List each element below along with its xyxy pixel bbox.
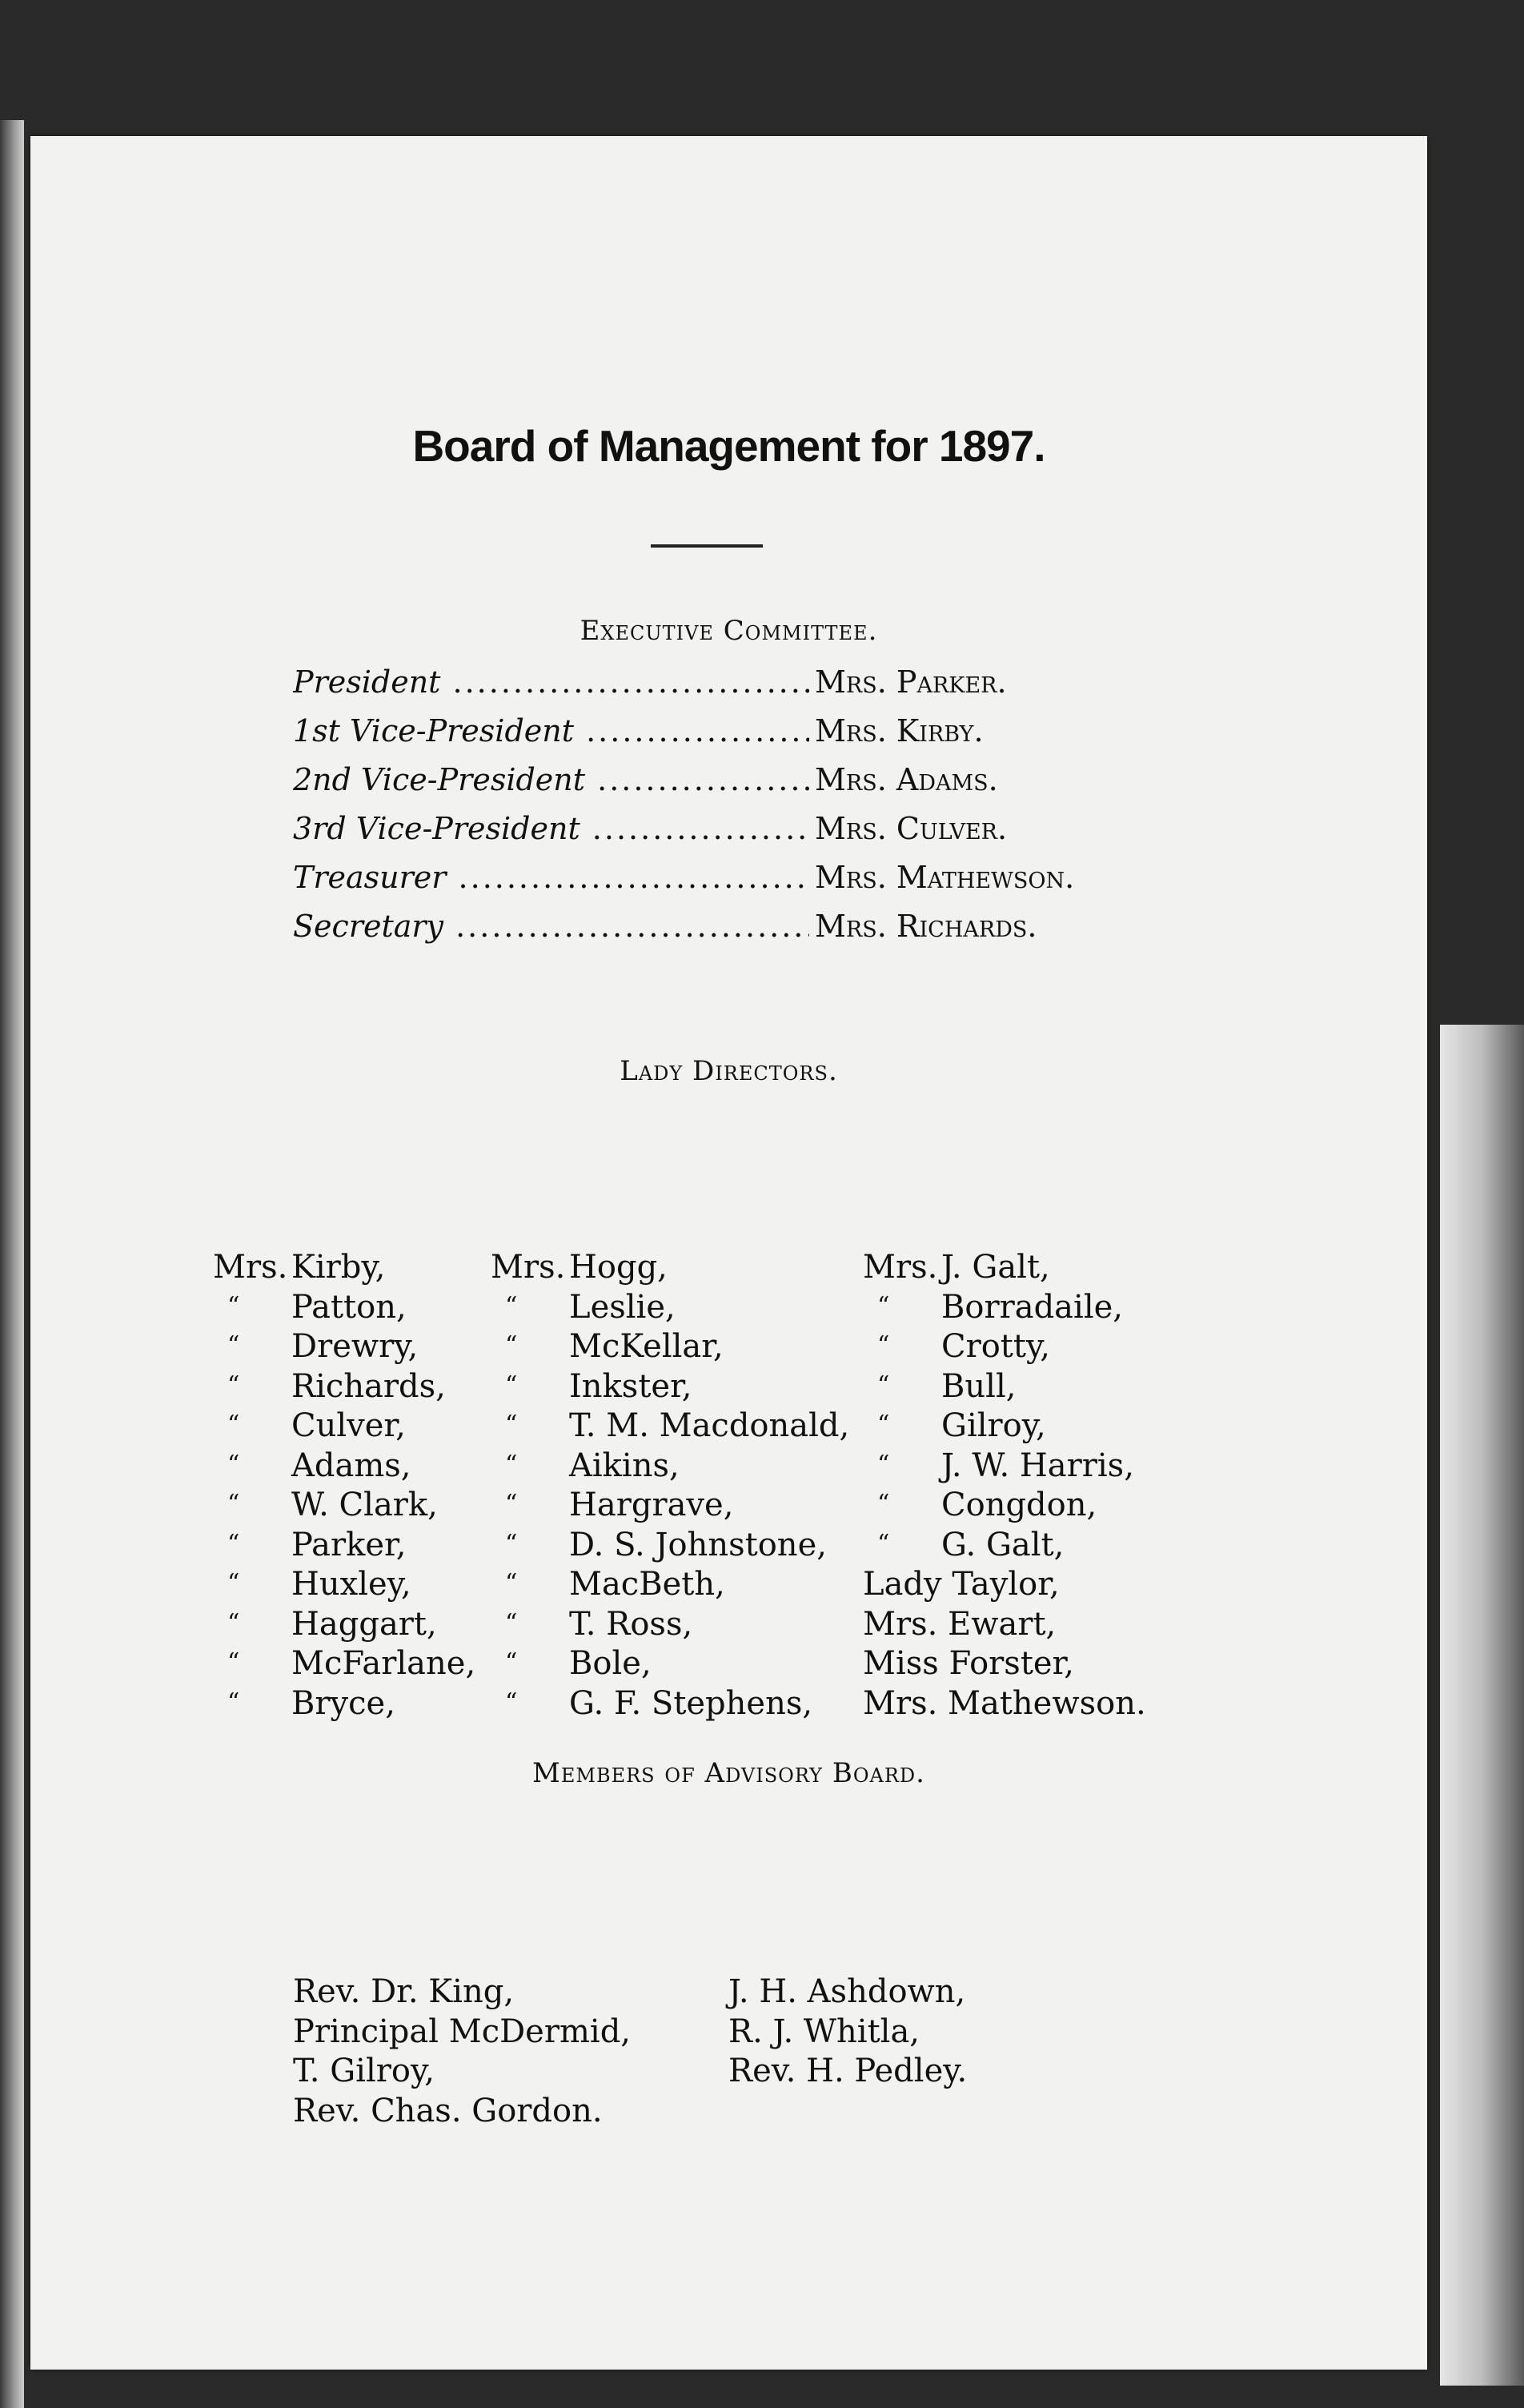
director-name: Miss Forster, (863, 1645, 1075, 1682)
director-name: Richards, (291, 1367, 446, 1405)
executive-role: Treasurer ..... (293, 860, 809, 895)
director-prefix: “ (227, 1371, 240, 1399)
director-name: Patton, (291, 1288, 407, 1326)
director-entry (491, 1566, 867, 1606)
director-name: J. Galt, (941, 1249, 1050, 1286)
director-prefix: Mrs. (213, 1249, 288, 1286)
director-prefix: “ (877, 1450, 890, 1479)
director-entry (491, 1447, 867, 1487)
director-entry (213, 1527, 461, 1567)
lady-directors-heading: Lady Directors. (620, 1055, 838, 1087)
director-entry (213, 1645, 476, 1685)
executive-role: 1st Vice-President ..... (293, 713, 809, 748)
director-prefix: “ (505, 1331, 518, 1359)
executive-row (293, 664, 1093, 709)
director-prefix: “ (505, 1608, 518, 1637)
director-name: Drewry, (291, 1328, 419, 1365)
director-entry (213, 1487, 461, 1527)
director-name: McKellar, (569, 1328, 724, 1365)
advisory-column-2 (728, 1973, 1145, 2093)
executive-name: Mrs. Kirby. (815, 713, 984, 748)
director-prefix: “ (227, 1450, 240, 1479)
director-name: Gilroy, (941, 1407, 1046, 1444)
director-entry (491, 1645, 867, 1685)
director-prefix: “ (227, 1490, 240, 1518)
director-prefix: Mrs. (491, 1249, 566, 1286)
director-name: G. Galt, (941, 1526, 1065, 1563)
director-entry (491, 1328, 867, 1368)
director-entry (213, 1249, 461, 1289)
director-name: MacBeth, (569, 1566, 725, 1603)
director-prefix: “ (227, 1688, 240, 1716)
director-name: Crotty, (941, 1328, 1050, 1365)
executive-row (293, 909, 1093, 953)
director-name: Bryce, (291, 1684, 395, 1722)
director-prefix: Mrs. (863, 1249, 938, 1286)
executive-role: President ..... (293, 664, 809, 700)
director-name: Huxley, (291, 1566, 411, 1603)
director-entry (863, 1527, 1239, 1567)
director-name: T. Ross, (569, 1605, 693, 1643)
advisory-member: Rev. H. Pedley. (728, 2053, 968, 2089)
executive-name: Mrs. Mathewson. (815, 860, 1075, 895)
director-prefix: “ (505, 1648, 518, 1676)
director-prefix: “ (227, 1608, 240, 1637)
executive-name: Mrs. Richards. (815, 909, 1037, 944)
director-name: Haggart, (291, 1605, 437, 1643)
director-prefix: “ (505, 1371, 518, 1399)
director-prefix: “ (227, 1331, 240, 1359)
director-entry (863, 1368, 1239, 1408)
title-divider (651, 544, 763, 548)
director-prefix: “ (505, 1291, 518, 1320)
director-entry (491, 1487, 867, 1527)
director-name: Inkster, (569, 1367, 692, 1405)
director-prefix: “ (505, 1411, 518, 1439)
director-name: Bull, (941, 1367, 1017, 1405)
advisory-member: R. J. Whitla, (728, 2013, 920, 2050)
director-name: J. W. Harris, (941, 1447, 1134, 1484)
executive-row (293, 860, 1093, 905)
advisory-board-heading: Members of Advisory Board. (532, 1757, 925, 1789)
director-name: Aikins, (569, 1447, 680, 1484)
executive-row (293, 811, 1093, 856)
director-name: Mrs. Ewart, (863, 1605, 1057, 1643)
director-name: Lady Taylor, (863, 1566, 1060, 1603)
director-name: Kirby, (291, 1249, 386, 1286)
executive-committee-heading: Executive Committee. (580, 615, 878, 647)
director-entry (491, 1249, 867, 1289)
director-entry (863, 1249, 1239, 1289)
director-prefix: “ (505, 1529, 518, 1558)
advisory-member: J. H. Ashdown, (728, 1973, 966, 2010)
director-prefix: “ (877, 1371, 890, 1399)
director-entry (213, 1685, 461, 1725)
director-entry (491, 1368, 867, 1408)
advisory-member: T. Gilroy, (293, 2053, 435, 2089)
advisory-member: Rev. Chas. Gordon. (293, 2092, 603, 2129)
director-entry (863, 1606, 1239, 1646)
director-entry (863, 1289, 1239, 1329)
director-prefix: “ (877, 1490, 890, 1518)
director-name: W. Clark, (291, 1487, 438, 1523)
director-entry (491, 1606, 867, 1646)
director-name: Bole, (569, 1645, 652, 1682)
director-entry (213, 1368, 461, 1408)
director-entry (491, 1685, 867, 1725)
director-entry (213, 1289, 461, 1329)
executive-name: Mrs. Parker. (815, 664, 1007, 700)
executive-role: 3rd Vice-President ..... (293, 811, 809, 846)
director-entry (491, 1407, 867, 1447)
executive-role: Secretary ..... (293, 909, 809, 944)
director-prefix: “ (505, 1490, 518, 1518)
executive-row (293, 713, 1093, 758)
director-name: Leslie, (569, 1288, 676, 1326)
director-prefix: “ (505, 1450, 518, 1479)
executive-row (293, 762, 1093, 807)
director-name: Adams, (291, 1447, 411, 1484)
director-entry (863, 1487, 1239, 1527)
director-name: G. F. Stephens, (569, 1684, 813, 1722)
director-entry (863, 1566, 1239, 1606)
right-page-edge (1440, 1025, 1524, 2386)
director-name: T. M. Macdonald, (569, 1407, 850, 1444)
executive-name: Mrs. Adams. (815, 762, 998, 797)
director-prefix: “ (505, 1688, 518, 1716)
director-entry (863, 1407, 1239, 1447)
directors-column-3 (863, 1249, 1239, 1724)
left-page-edge (0, 120, 24, 2408)
director-name: Borradaile, (941, 1288, 1123, 1326)
director-prefix: “ (227, 1569, 240, 1597)
director-name: Parker, (291, 1526, 407, 1563)
document-page (30, 136, 1427, 2370)
director-prefix: “ (227, 1648, 240, 1676)
director-name: Congdon, (941, 1487, 1097, 1523)
advisory-column-1 (293, 1973, 709, 2132)
director-entry (213, 1407, 461, 1447)
executive-role: 2nd Vice-President ..... (293, 762, 809, 797)
director-entry (213, 1566, 461, 1606)
director-name: McFarlane, (291, 1645, 476, 1682)
director-prefix: “ (877, 1331, 890, 1359)
director-name: Culver, (291, 1407, 406, 1444)
director-entry (213, 1606, 461, 1646)
advisory-member: Principal McDermid, (293, 2013, 632, 2050)
director-prefix: “ (227, 1529, 240, 1558)
directors-column-1 (213, 1249, 476, 1724)
director-entry (213, 1328, 461, 1368)
director-entry (863, 1447, 1239, 1487)
director-name: Mrs. Mathewson. (863, 1684, 1146, 1722)
director-entry (213, 1447, 461, 1487)
director-prefix: “ (877, 1411, 890, 1439)
director-entry (863, 1645, 1239, 1685)
director-entry (863, 1685, 1239, 1725)
director-entry (863, 1328, 1239, 1368)
directors-column-2 (491, 1249, 867, 1724)
executive-name: Mrs. Culver. (815, 811, 1008, 846)
page-title: Board of Management for 1897. (412, 421, 1045, 471)
director-name: D. S. Johnstone, (569, 1526, 827, 1563)
director-name: Hargrave, (569, 1487, 734, 1523)
director-name: Hogg, (569, 1249, 668, 1286)
director-prefix: “ (227, 1291, 240, 1320)
director-prefix: “ (227, 1411, 240, 1439)
director-entry (491, 1289, 867, 1329)
director-entry (491, 1527, 867, 1567)
director-prefix: “ (877, 1291, 890, 1320)
director-prefix: “ (505, 1569, 518, 1597)
director-prefix: “ (877, 1529, 890, 1558)
advisory-member: Rev. Dr. King, (293, 1973, 515, 2010)
